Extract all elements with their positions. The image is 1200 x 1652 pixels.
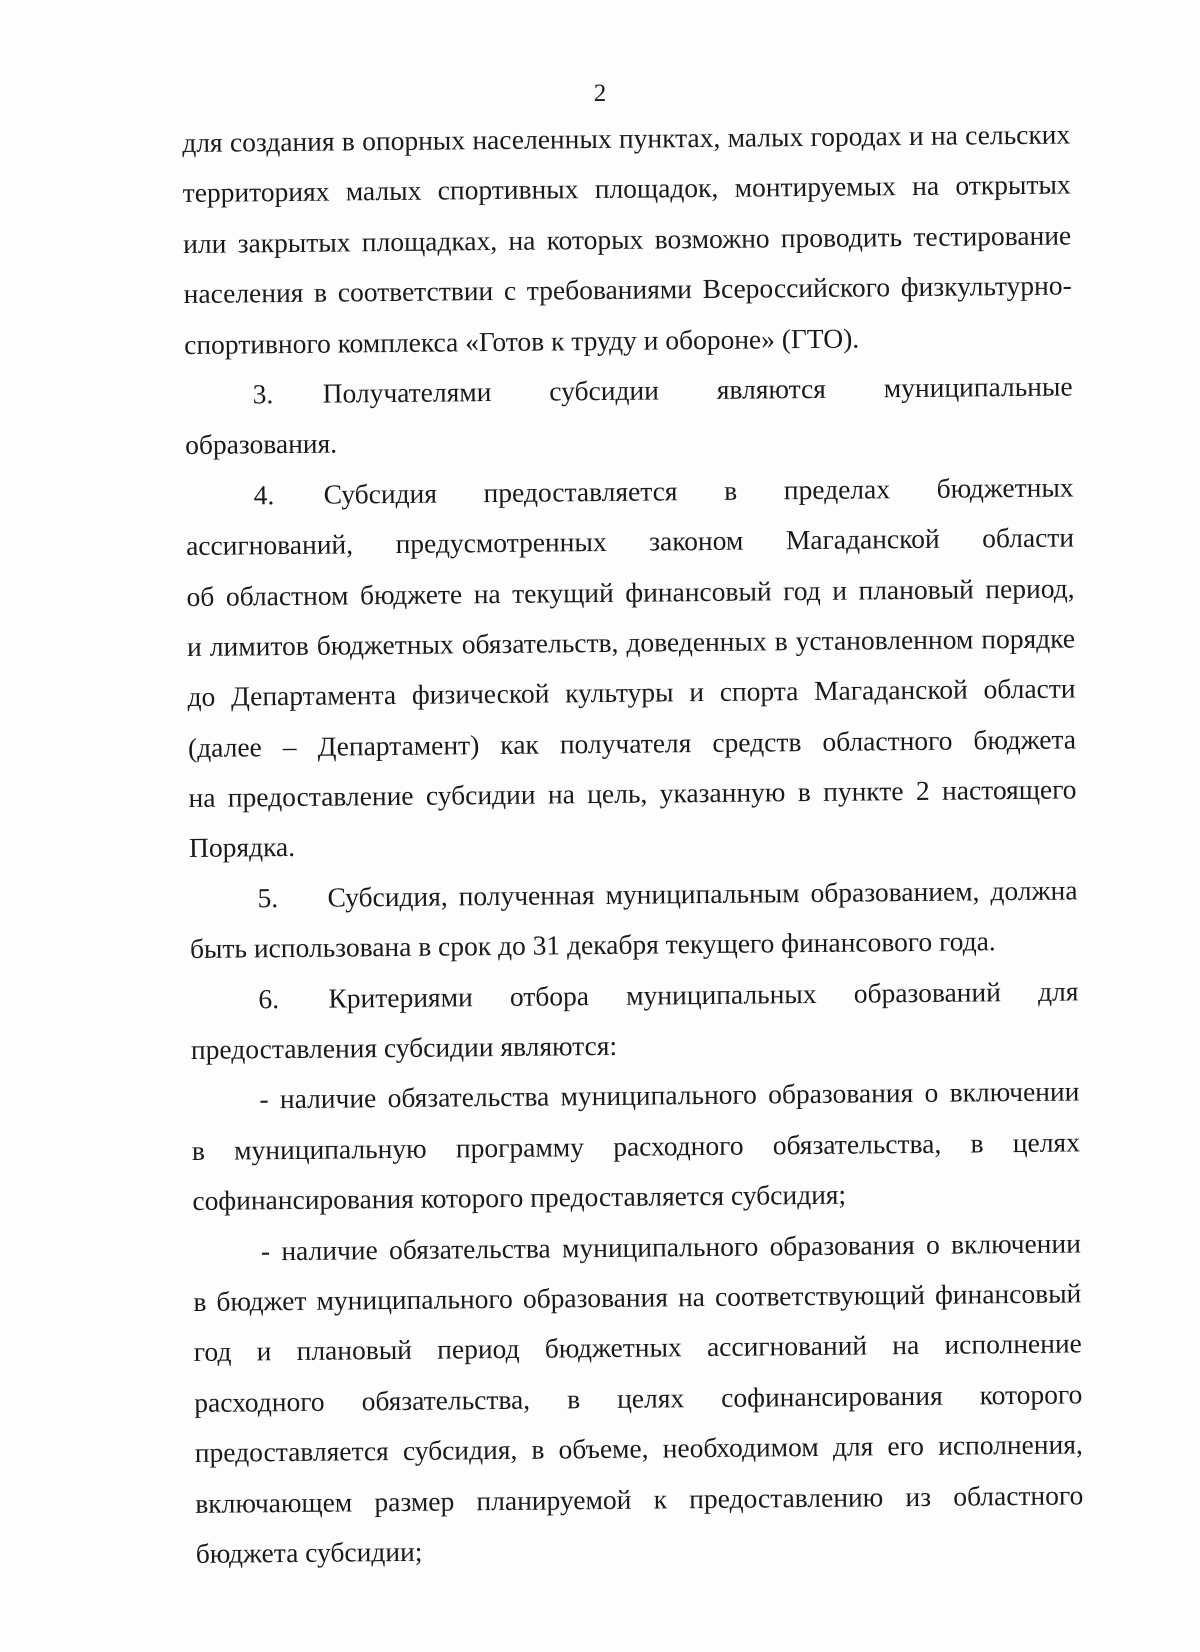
text-line: год и плановый период бюджетных ассигнований на исполнение [193, 1327, 1082, 1368]
text-line: для создания в опорных населенных пунктах, малых городах и на сельских [182, 118, 1071, 158]
text-line: бюджета субсидии; [195, 1535, 423, 1569]
paragraph-number: 4. [253, 478, 275, 511]
text-line: (далее – Департамент) как получателя средств областного бюджета [187, 723, 1077, 763]
text-line: быть использована в срок до 31 декабря текущего финансового года. [189, 925, 996, 965]
text-line: включающем размер планируемой к предоставлению из областного [195, 1478, 1084, 1519]
text-line: предоставляется субсидия, в объеме, необходимом для его исполнения, [194, 1428, 1083, 1469]
list-item-first-line: - наличие обязательства муниципального образования о включении [259, 1075, 1080, 1115]
text-line: и лимитов бюджетных обязательств, доведенных в установленном порядке [186, 622, 1076, 662]
document-body [182, 109, 1084, 1579]
text-line: Критериями отбора муниципальных образований для [328, 975, 1079, 1014]
paragraph-5-first-line [189, 865, 1077, 924]
text-line: Получателями субсидии являются муниципальные [322, 370, 1073, 409]
text-line: образования. [184, 427, 338, 461]
paragraph-3-first-line [184, 361, 1072, 420]
text-line: на предоставление субсидии на цель, указанную в пункте 2 настоящего [188, 773, 1077, 814]
paragraph-4-first-line [185, 462, 1073, 521]
paragraph-6-first-line [190, 966, 1078, 1025]
text-line: Субсидия, полученная муниципальным образованием, должна [327, 874, 1078, 913]
text-line: до Департамента физической культуры и спорта Магаданской области [187, 672, 1076, 713]
text-line: Порядка. [188, 831, 296, 864]
text-line: ассигнований, предусмотренных законом Магаданской области [185, 521, 1075, 562]
text-line: населения в соответствии с требованиями Всероссийского физкультурно- [183, 269, 1072, 310]
text-line: расходного обязательства, в целях софинансирования которого [194, 1378, 1083, 1418]
text-line: Субсидия предоставляется в пределах бюджетных [323, 471, 1074, 510]
paragraph-number: 3. [252, 378, 274, 410]
list-item-first-line: - наличие обязательства муниципального образования о включении [260, 1227, 1081, 1266]
text-line: предоставления субсидии являются: [190, 1029, 618, 1065]
paragraph-number: 5. [257, 881, 279, 914]
text-line: территориях малых спортивных площадок, монтируемых на открытых [182, 168, 1071, 209]
paragraph-number: 6. [258, 982, 280, 1014]
text-line: или закрытых площадках, на которых возможно проводить тестирование [183, 219, 1072, 259]
page-number: 2 [593, 80, 607, 107]
text-line: об областном бюджете на текущий финансовый год и плановый период, [186, 571, 1075, 612]
text-line: спортивного комплекса «Готов к труду и обороне» (ГТО). [184, 322, 860, 360]
text-line: в бюджет муниципального образования на соответствующий финансовый [193, 1277, 1082, 1317]
text-line: софинансирования которого предоставляется субсидия; [192, 1178, 847, 1217]
text-line: в муниципальную программу расходного обязательства, в целях [191, 1126, 1081, 1166]
